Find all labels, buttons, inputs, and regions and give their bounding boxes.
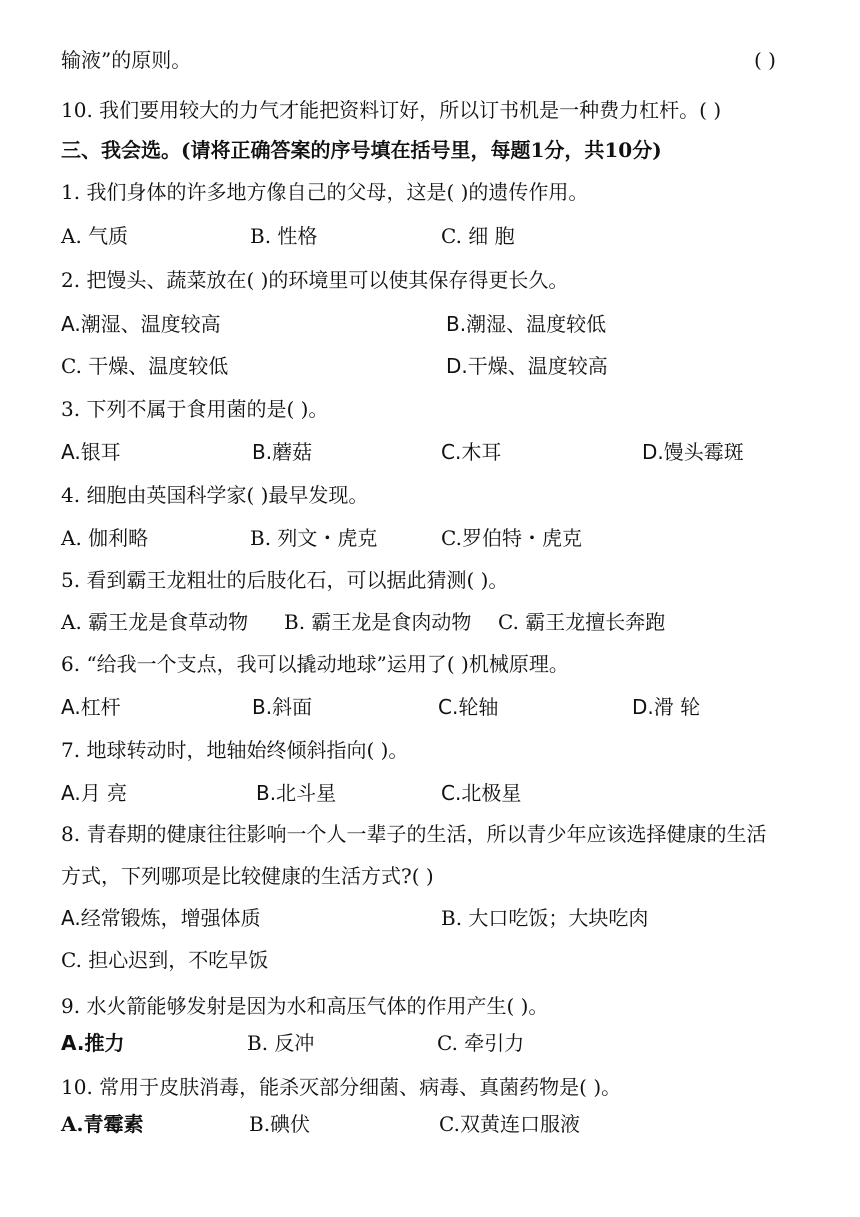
q2-option-d: D.干燥、温度较高: [446, 354, 608, 378]
question-8-cont: 方式，下列哪项是比较健康的生活方式?( ): [61, 864, 434, 888]
q3-option-c: C.木耳: [441, 440, 502, 464]
question-1: 1. 我们身体的许多地方像自己的父母，这是( )的遗传作用。: [61, 180, 589, 204]
q9-option-b: B. 反冲: [247, 1031, 315, 1055]
q3-option-b: B.蘑菇: [252, 440, 313, 464]
q6-option-c: C.轮轴: [438, 695, 499, 719]
q2-option-c: C. 干燥、温度较低: [61, 354, 229, 378]
question-9: 9. 水火箭能够发射是因为水和高压气体的作用产生( )。: [61, 994, 549, 1018]
q10-option-b: B.碘伏: [249, 1112, 311, 1136]
q10-option-a: A.青霉素: [61, 1112, 144, 1136]
statement-10: 10. 我们要用较大的力气才能把资料订好，所以订书机是一种费力杠杆。( ): [61, 98, 722, 122]
q7-option-b: B.北斗星: [256, 781, 337, 805]
q8-option-c: C. 担心迟到，不吃早饭: [61, 948, 269, 972]
q2-option-b: B.潮湿、温度较低: [446, 312, 607, 336]
q7-option-a: A.月 亮: [61, 781, 128, 805]
question-6: 6. “给我一个支点，我可以撬动地球”运用了( )机械原理。: [61, 652, 569, 676]
q3-option-d: D.馒头霉斑: [642, 440, 744, 464]
q5-option-b: B. 霸王龙是食肉动物: [284, 610, 472, 634]
q9-option-c: C. 牵引力: [437, 1031, 525, 1055]
q2-option-a: A.潮湿、温度较高: [61, 312, 221, 336]
section-header: 三、我会选。(请将正确答案的序号填在括号里，每题1分，共10分): [61, 138, 662, 162]
q5-option-a: A. 霸王龙是食草动物: [61, 610, 249, 634]
q4-option-c: C.罗伯特・虎克: [441, 526, 582, 550]
q5-option-c: C. 霸王龙擅长奔跑: [498, 610, 666, 634]
q3-option-a: A.银耳: [61, 440, 121, 464]
q8-option-a: A.经常锻炼，增强体质: [61, 906, 261, 930]
q6-option-b: B.斜面: [252, 695, 313, 719]
q6-option-d: D.滑 轮: [632, 695, 701, 719]
q7-option-c: C.北极星: [441, 781, 522, 805]
q1-option-b: B. 性格: [250, 224, 318, 248]
question-2: 2. 把馒头、蔬菜放在( )的环境里可以使其保存得更长久。: [61, 268, 569, 292]
question-5: 5. 看到霸王龙粗壮的后肢化石，可以据此猜测( )。: [61, 568, 509, 592]
q6-option-a: A.杠杆: [61, 695, 121, 719]
q4-option-b: B. 列文・虎克: [250, 526, 378, 550]
q10-option-c: C.双黄连口服液: [439, 1112, 580, 1136]
question-10: 10. 常用于皮肤消毒，能杀灭部分细菌、病毒、真菌药物是( )。: [61, 1075, 622, 1099]
question-4: 4. 细胞由英国科学家( )最早发现。: [61, 483, 369, 507]
q8-option-b: B. 大口吃饭；大块吃肉: [441, 906, 649, 930]
question-7: 7. 地球转动时，地轴始终倾斜指向( )。: [61, 738, 409, 762]
q9-option-a: A.推力: [61, 1031, 125, 1055]
question-3: 3. 下列不属于食用菌的是( )。: [61, 397, 329, 421]
question-8: 8. 青春期的健康往往影响一个人一辈子的生活，所以青少年应该选择健康的生活: [61, 822, 767, 846]
q1-option-c: C. 细 胞: [441, 224, 515, 248]
q1-option-a: A. 气质: [61, 224, 129, 248]
q4-option-a: A. 伽利略: [61, 526, 149, 550]
continued-statement: 输液”的原则。: [61, 48, 192, 72]
answer-paren: ( ): [754, 48, 776, 72]
